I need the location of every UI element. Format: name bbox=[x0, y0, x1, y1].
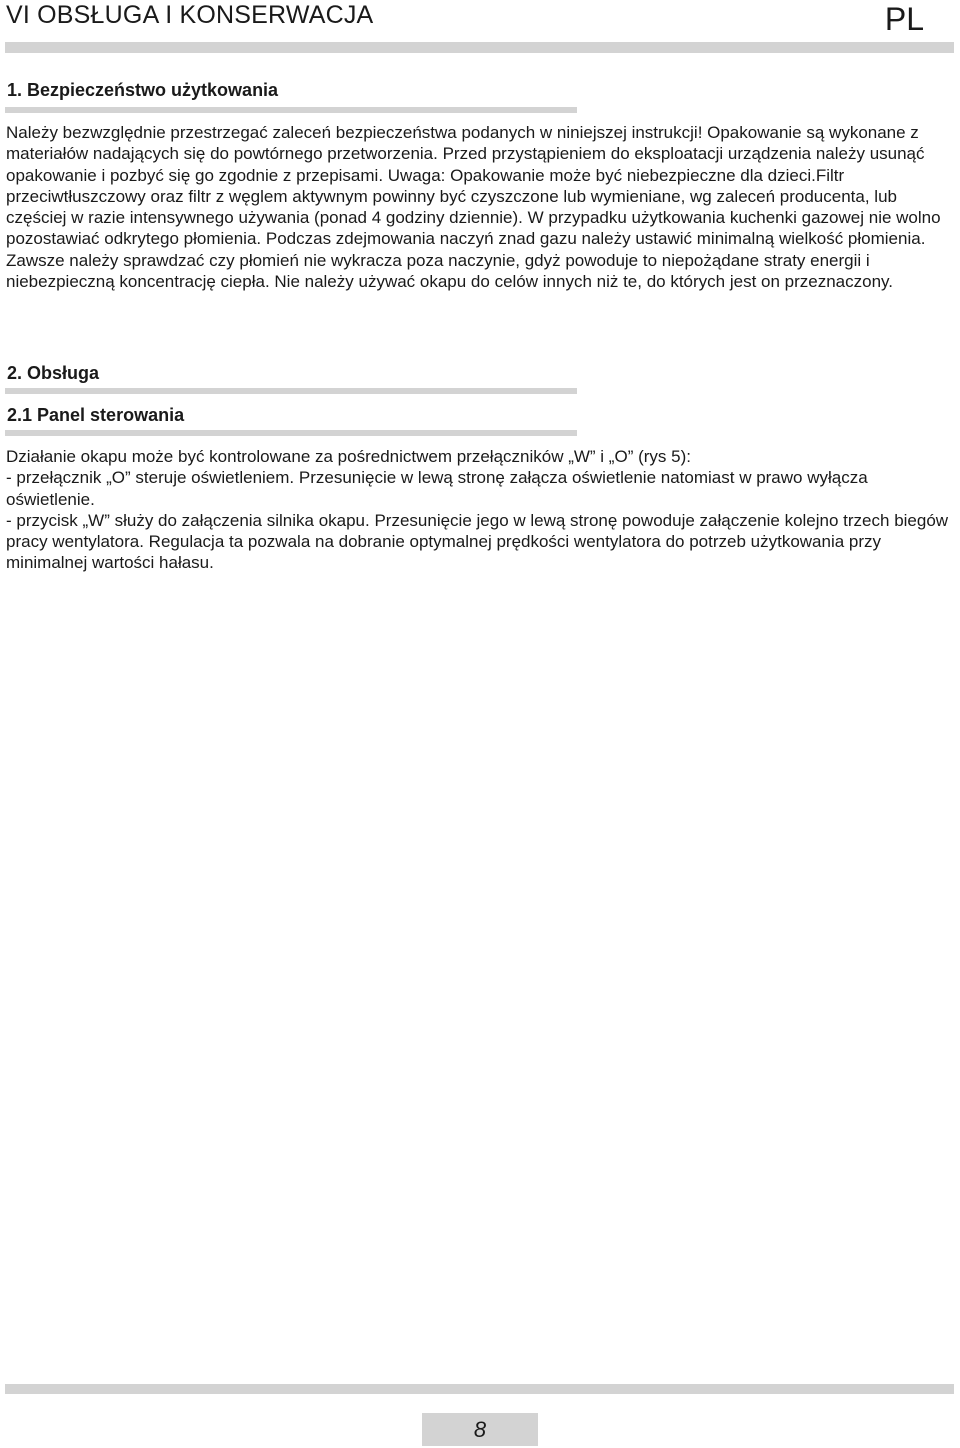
section-heading-safety: 1. Bezpieczeństwo użytkowania bbox=[7, 80, 279, 100]
section-heading-operation: 2. Obsługa bbox=[7, 363, 100, 383]
subsection-heading-control-panel: 2.1 Panel sterowania bbox=[7, 405, 185, 425]
safety-paragraph bbox=[6, 122, 956, 292]
section-divider bbox=[5, 107, 577, 113]
motor-switch-description: - przycisk „W” służy do załączenia silnika okapu. Przesunięcie jego w lewą stronę powoduje załączenie kolejno trzech biegów pracy wentylatora. Regulacja ta pozwala na dobranie optymalnej prędkości wentylatora do potrzeb użytkowania przy minimalnej wartości hałasu. bbox=[6, 510, 949, 573]
control-panel-text bbox=[6, 446, 956, 574]
control-panel-intro: Działanie okapu może być kontrolowane za pośrednictwem przełączników „W” i „O” (rys 5): bbox=[6, 447, 691, 466]
language-code: PL bbox=[884, 1, 924, 37]
footer-divider bbox=[5, 1384, 954, 1394]
chapter-title: VI OBSŁUGA I KONSERWACJA bbox=[6, 1, 374, 29]
safety-text: Należy bezwzględnie przestrzegać zaleceń bezpieczeństwa podanych w niniejszej instrukcji! Opakowanie są wykonane z materiałów nadających się do powtórnego przetworzenia. Przed przystąpieniem do eksploatacji urządzenia należy usunąć opakowanie i pozbyć się go zgodnie z przepisami. Uwaga: Opakowanie może być niebezpieczne dla dzieci.Filtr przeciwtłuszczowy oraz filtr z węglem aktywnym powinny być czyszczone lub wymieniane, wg zaleceń producenta, lub częściej w razie intensywnego używania (ponad 4 godziny dziennie). W przypadku użytkowania kuchenki gazowej nie wolno pozostawiać odkrytego płomienia. Podczas zdejmowania naczyń znad gazu należy ustawić minimalną wielkość płomienia. Zawsze należy sprawdzać czy płomień nie wykracza poza naczynie, gdyż powoduje to niepożądane straty energii i niebezpieczną koncentrację ciepła. Nie należy używać okapu do celów innych niż te, do których jest on przeznaczony. bbox=[6, 123, 941, 292]
light-switch-description: - przełącznik „O” steruje oświetleniem. Przesunięcie w lewą stronę załącza oświetlenie natomiast w prawo wyłącza oświetlenie. bbox=[6, 468, 868, 509]
page-number: 8 bbox=[422, 1413, 538, 1446]
section-divider bbox=[5, 388, 577, 394]
header-divider bbox=[5, 42, 954, 53]
subsection-divider bbox=[5, 430, 577, 436]
